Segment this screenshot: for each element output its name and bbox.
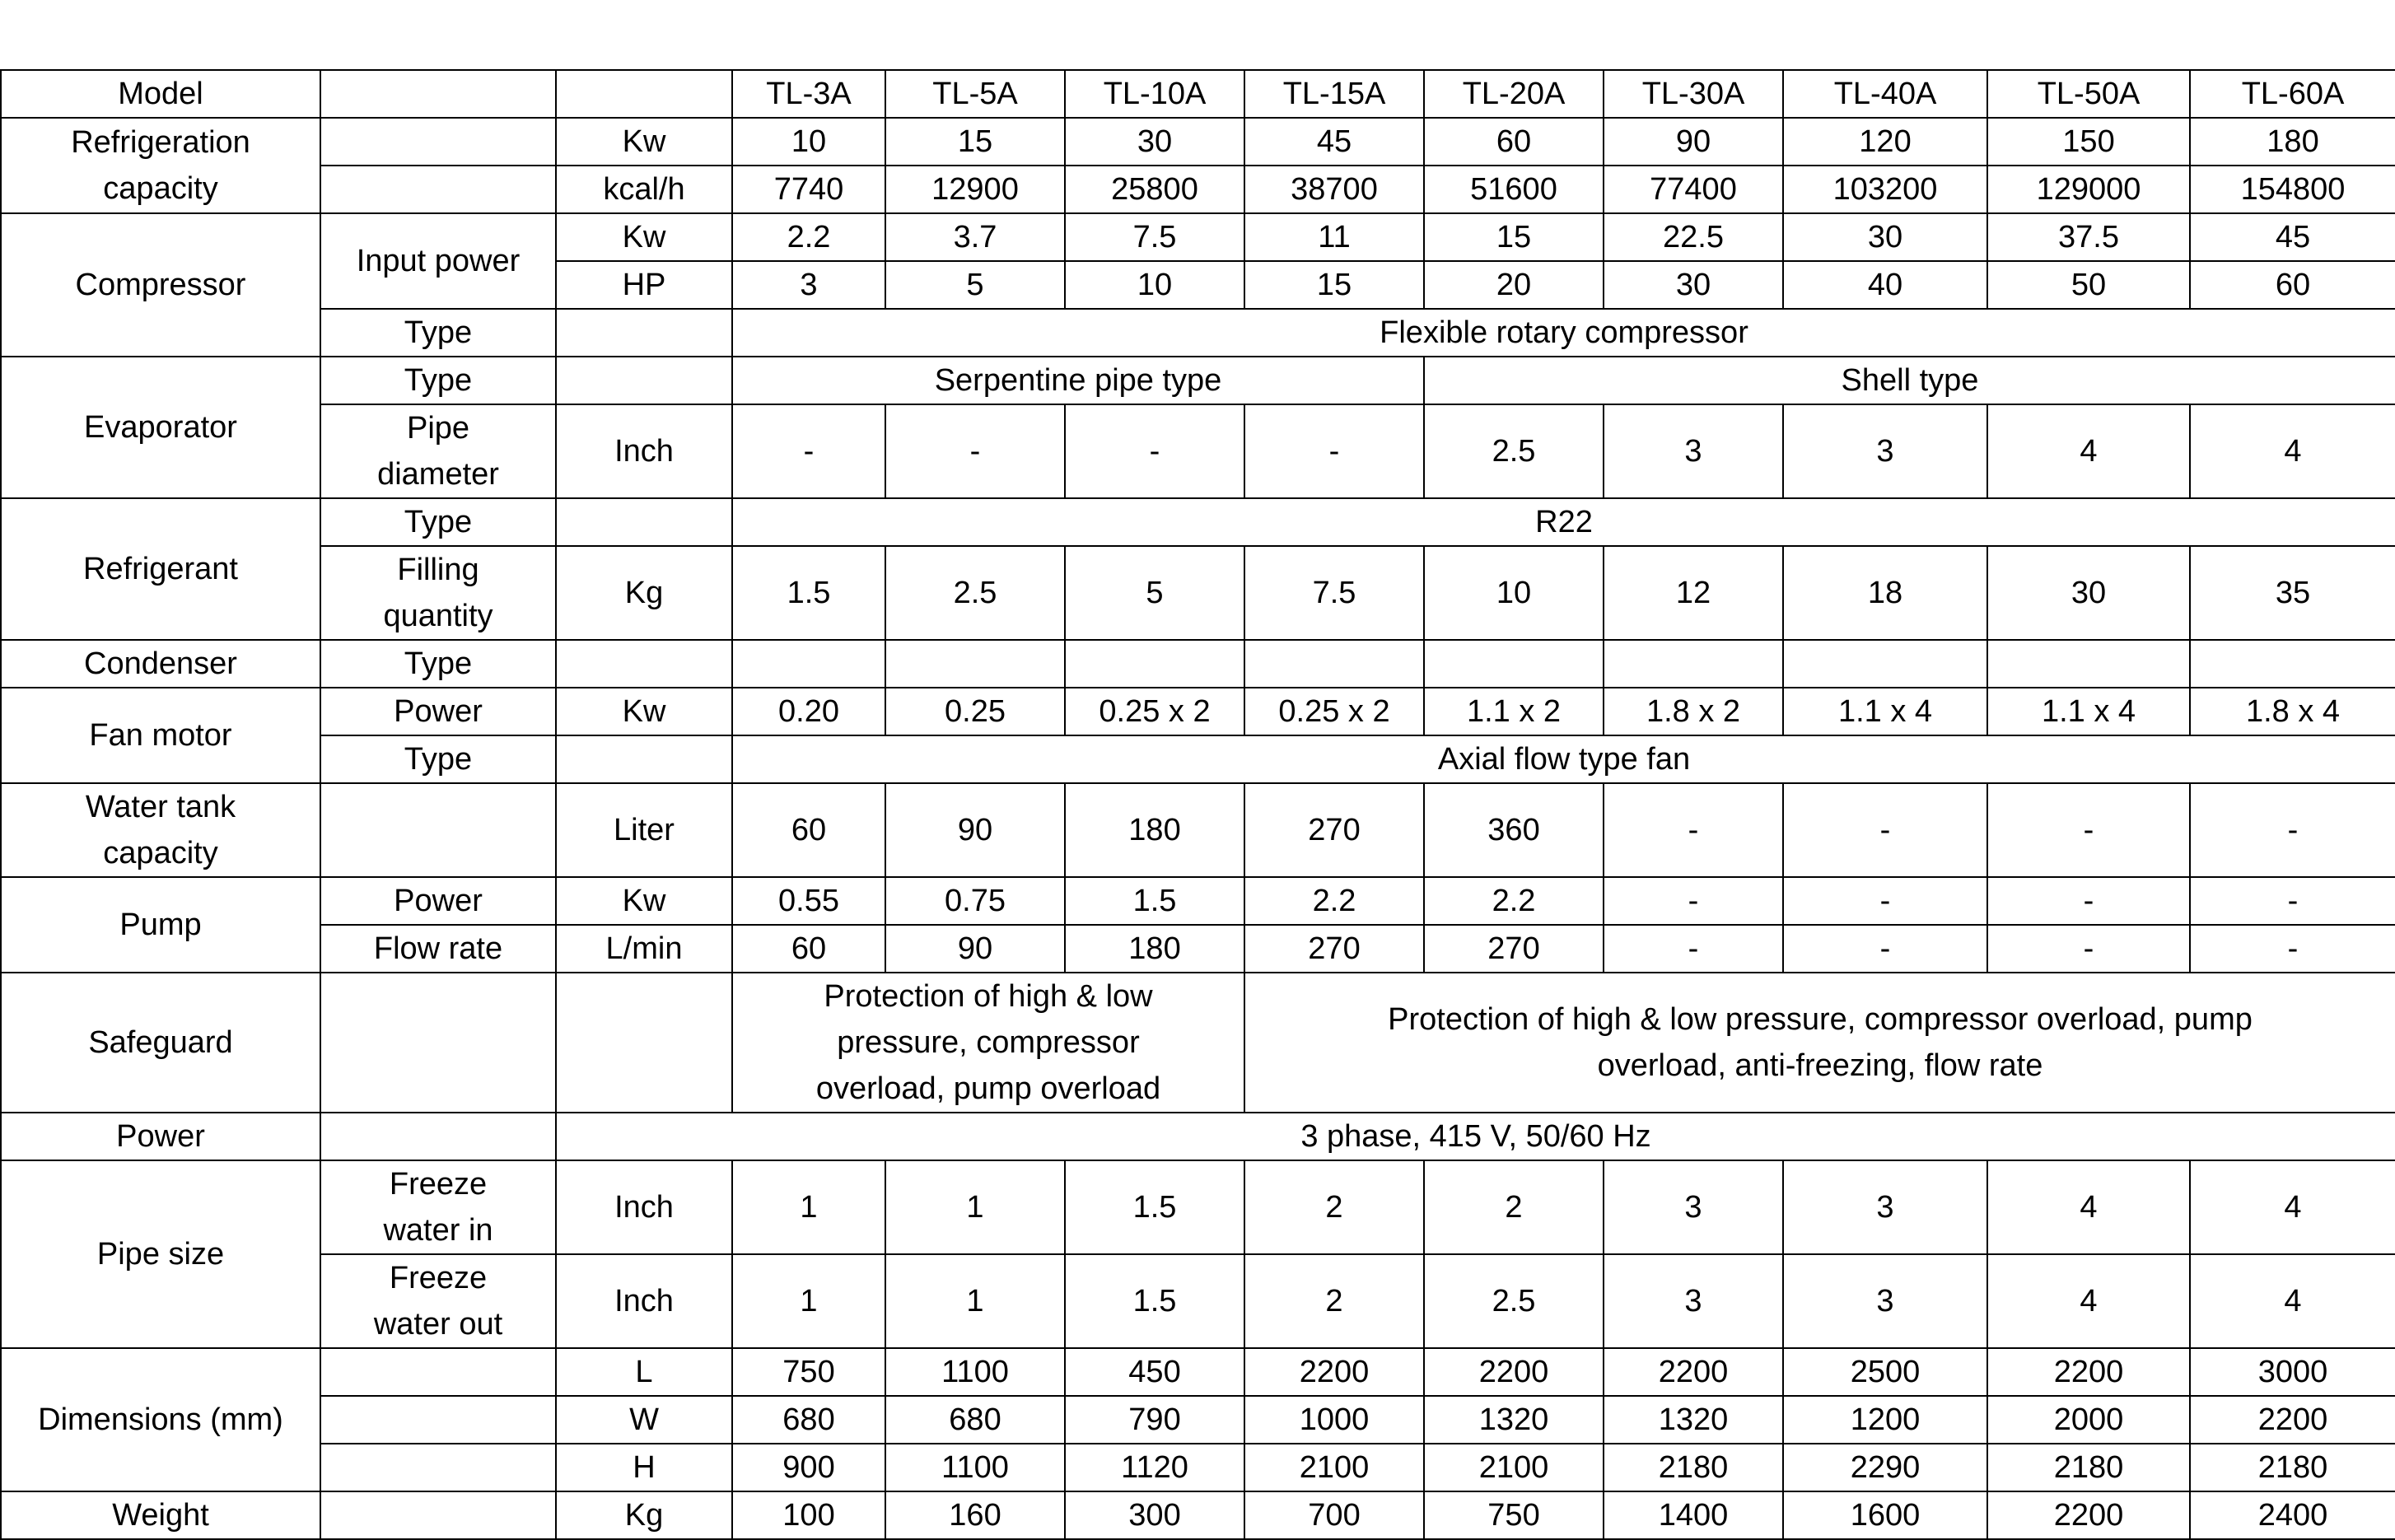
table-cell: Protection of high & low pressure, compressor overload, pump overload — [732, 973, 1244, 1113]
table-cell: 129000 — [1987, 166, 2190, 213]
table-cell — [556, 70, 732, 118]
table-cell: 2.5 — [1424, 404, 1604, 498]
table-cell: 1.8 x 2 — [1604, 688, 1783, 735]
table-cell: - — [1604, 783, 1783, 877]
table-cell: TL-5A — [885, 70, 1065, 118]
table-cell: 60 — [2190, 261, 2395, 309]
table-cell: Kw — [556, 118, 732, 166]
table-cell — [320, 1444, 556, 1491]
table-cell: Flow rate — [320, 925, 556, 973]
table-row — [1, 735, 2395, 783]
table-cell — [556, 309, 732, 357]
table-cell: 12900 — [885, 166, 1065, 213]
table-cell — [320, 166, 556, 213]
table-cell: Filling quantity — [320, 546, 556, 640]
table-row — [1, 1396, 2395, 1444]
table-cell: Freeze water in — [320, 1160, 556, 1254]
table-row — [1, 118, 2395, 166]
table-cell: 700 — [1244, 1491, 1424, 1539]
table-cell: 0.25 x 2 — [1244, 688, 1424, 735]
table-cell: - — [1783, 877, 1987, 925]
table-row — [1, 404, 2395, 498]
table-cell: 38700 — [1244, 166, 1424, 213]
table-cell: 37.5 — [1987, 213, 2190, 261]
table-cell: 2180 — [1604, 1444, 1783, 1491]
table-cell: 25800 — [1065, 166, 1244, 213]
table-cell: Type — [320, 309, 556, 357]
table-row — [1, 1491, 2395, 1539]
table-cell: 5 — [1065, 546, 1244, 640]
table-row — [1, 640, 2395, 688]
table-cell: W — [556, 1396, 732, 1444]
table-cell: TL-3A — [732, 70, 885, 118]
table-row — [1, 213, 2395, 261]
table-cell: 3 — [1783, 404, 1987, 498]
table-cell: Shell type — [1424, 357, 2395, 404]
table-cell: Kw — [556, 688, 732, 735]
table-cell: Kw — [556, 877, 732, 925]
table-cell: 4 — [2190, 1160, 2395, 1254]
table-cell: 750 — [1424, 1491, 1604, 1539]
table-cell: 0.25 x 2 — [1065, 688, 1244, 735]
table-cell: - — [885, 404, 1065, 498]
table-cell: 2100 — [1424, 1444, 1604, 1491]
table-cell: 1100 — [885, 1444, 1065, 1491]
table-cell: 2 — [1244, 1254, 1424, 1348]
table-cell: 2.2 — [732, 213, 885, 261]
table-cell: Water tank capacity — [1, 783, 320, 877]
table-cell: L/min — [556, 925, 732, 973]
table-cell: 20 — [1424, 261, 1604, 309]
table-row — [1, 166, 2395, 213]
table-cell: Serpentine pipe type — [732, 357, 1424, 404]
table-cell: - — [1065, 404, 1244, 498]
table-cell — [1424, 640, 1604, 688]
table-row — [1, 546, 2395, 640]
table-cell — [885, 640, 1065, 688]
table-cell: 10 — [1424, 546, 1604, 640]
table-cell: 3 — [1604, 404, 1783, 498]
table-cell: 0.75 — [885, 877, 1065, 925]
table-cell: 50 — [1987, 261, 2190, 309]
table-cell: 2.2 — [1244, 877, 1424, 925]
table-cell: TL-30A — [1604, 70, 1783, 118]
table-cell: 60 — [1424, 118, 1604, 166]
table-cell: 4 — [1987, 1254, 2190, 1348]
table-cell: Compressor — [1, 213, 320, 357]
table-cell: Freeze water out — [320, 1254, 556, 1348]
table-cell: TL-40A — [1783, 70, 1987, 118]
table-cell: 360 — [1424, 783, 1604, 877]
table-cell: 10 — [1065, 261, 1244, 309]
table-cell: Kg — [556, 1491, 732, 1539]
table-cell: TL-20A — [1424, 70, 1604, 118]
table-cell: 15 — [1244, 261, 1424, 309]
table-cell: 30 — [1783, 213, 1987, 261]
table-cell: - — [1987, 783, 2190, 877]
table-cell: 4 — [1987, 1160, 2190, 1254]
table-cell: Type — [320, 498, 556, 546]
table-cell: 790 — [1065, 1396, 1244, 1444]
table-cell: kcal/h — [556, 166, 732, 213]
table-cell: 2290 — [1783, 1444, 1987, 1491]
table-cell: Axial flow type fan — [732, 735, 2395, 783]
table-cell — [320, 118, 556, 166]
table-cell: 1400 — [1604, 1491, 1783, 1539]
table-cell: 3 — [1604, 1254, 1783, 1348]
table-cell: 2000 — [1987, 1396, 2190, 1444]
table-cell: 180 — [2190, 118, 2395, 166]
table-cell: 7.5 — [1244, 546, 1424, 640]
table-cell: Inch — [556, 404, 732, 498]
table-cell: 1100 — [885, 1348, 1065, 1396]
table-cell: H — [556, 1444, 732, 1491]
table-cell: Input power — [320, 213, 556, 309]
table-cell: 5 — [885, 261, 1065, 309]
table-cell: - — [1604, 877, 1783, 925]
table-cell: HP — [556, 261, 732, 309]
table-cell: 51600 — [1424, 166, 1604, 213]
table-cell: 1320 — [1424, 1396, 1604, 1444]
table-row — [1, 1444, 2395, 1491]
table-cell: 2.5 — [885, 546, 1065, 640]
table-row — [1, 1160, 2395, 1254]
table-row — [1, 783, 2395, 877]
table-cell: Liter — [556, 783, 732, 877]
table-cell: 30 — [1987, 546, 2190, 640]
table-cell: 15 — [1424, 213, 1604, 261]
table-cell: 2.5 — [1424, 1254, 1604, 1348]
table-cell: TL-10A — [1065, 70, 1244, 118]
table-cell: 30 — [1065, 118, 1244, 166]
table-cell: 2500 — [1783, 1348, 1987, 1396]
table-cell: - — [732, 404, 885, 498]
table-cell: 2200 — [1987, 1491, 2190, 1539]
table-cell: 2200 — [1987, 1348, 2190, 1396]
table-cell: 2.2 — [1424, 877, 1604, 925]
table-cell: - — [1604, 925, 1783, 973]
table-row — [1, 1348, 2395, 1396]
table-cell: L — [556, 1348, 732, 1396]
table-cell: 2100 — [1244, 1444, 1424, 1491]
table-cell: 2180 — [2190, 1444, 2395, 1491]
table-cell: 270 — [1424, 925, 1604, 973]
table-cell: 270 — [1244, 783, 1424, 877]
table-cell: Type — [320, 640, 556, 688]
table-cell: 12 — [1604, 546, 1783, 640]
table-cell: 1.5 — [732, 546, 885, 640]
table-cell: 450 — [1065, 1348, 1244, 1396]
table-cell: 40 — [1783, 261, 1987, 309]
table-cell: Refrigeration capacity — [1, 118, 320, 213]
table-cell: 0.25 — [885, 688, 1065, 735]
table-cell: 4 — [2190, 404, 2395, 498]
table-cell — [556, 640, 732, 688]
table-cell — [320, 783, 556, 877]
table-cell: 3 — [1783, 1254, 1987, 1348]
table-cell: - — [1783, 925, 1987, 973]
table-cell: 7740 — [732, 166, 885, 213]
table-cell: Dimensions (mm) — [1, 1348, 320, 1491]
table-cell: TL-50A — [1987, 70, 2190, 118]
table-cell: 3 — [1783, 1160, 1987, 1254]
table-cell: 4 — [2190, 1254, 2395, 1348]
table-row — [1, 309, 2395, 357]
table-cell: 2180 — [1987, 1444, 2190, 1491]
table-cell — [320, 1396, 556, 1444]
table-cell: 900 — [732, 1444, 885, 1491]
table-cell: 2200 — [1604, 1348, 1783, 1396]
spec-table-body — [1, 70, 2395, 1539]
table-cell: 77400 — [1604, 166, 1783, 213]
table-cell: R22 — [732, 498, 2395, 546]
table-cell: 750 — [732, 1348, 885, 1396]
table-cell: 1.5 — [1065, 877, 1244, 925]
table-cell: 2 — [1424, 1160, 1604, 1254]
table-cell: 11 — [1244, 213, 1424, 261]
table-cell: 35 — [2190, 546, 2395, 640]
table-cell: 300 — [1065, 1491, 1244, 1539]
table-cell: Pipe size — [1, 1160, 320, 1348]
table-row — [1, 498, 2395, 546]
table-cell: - — [2190, 925, 2395, 973]
table-cell: TL-15A — [1244, 70, 1424, 118]
table-cell: - — [1783, 783, 1987, 877]
table-cell: - — [2190, 877, 2395, 925]
table-cell: Weight — [1, 1491, 320, 1539]
table-cell: 10 — [732, 118, 885, 166]
table-cell — [556, 357, 732, 404]
table-cell: 1320 — [1604, 1396, 1783, 1444]
table-cell — [320, 973, 556, 1113]
table-cell: 0.20 — [732, 688, 885, 735]
table-row — [1, 1113, 2395, 1160]
table-cell: Power — [320, 688, 556, 735]
table-cell: 22.5 — [1604, 213, 1783, 261]
table-cell — [320, 1491, 556, 1539]
table-cell: Pump — [1, 877, 320, 973]
table-cell: Safeguard — [1, 973, 320, 1113]
table-cell: 1120 — [1065, 1444, 1244, 1491]
table-cell: Type — [320, 735, 556, 783]
table-cell: 90 — [885, 783, 1065, 877]
table-cell: 100 — [732, 1491, 885, 1539]
table-cell: 680 — [885, 1396, 1065, 1444]
table-cell — [2190, 640, 2395, 688]
table-cell: Inch — [556, 1254, 732, 1348]
table-cell: Fan motor — [1, 688, 320, 783]
table-cell — [320, 1348, 556, 1396]
table-cell: Power — [320, 877, 556, 925]
table-row — [1, 973, 2395, 1113]
table-cell: 2200 — [1424, 1348, 1604, 1396]
table-cell: 3 — [732, 261, 885, 309]
table-cell: 1 — [732, 1254, 885, 1348]
spec-table — [0, 69, 2395, 1540]
table-cell: 1.1 x 4 — [1987, 688, 2190, 735]
table-cell: 180 — [1065, 783, 1244, 877]
table-cell: 1.1 x 4 — [1783, 688, 1987, 735]
table-cell: 1.1 x 2 — [1424, 688, 1604, 735]
table-cell: 2 — [1244, 1160, 1424, 1254]
table-cell: 103200 — [1783, 166, 1987, 213]
table-cell — [556, 735, 732, 783]
table-cell: 0.55 — [732, 877, 885, 925]
table-cell — [320, 70, 556, 118]
table-cell: 3.7 — [885, 213, 1065, 261]
table-cell: Kw — [556, 213, 732, 261]
table-row — [1, 1254, 2395, 1348]
table-cell: Pipe diameter — [320, 404, 556, 498]
table-cell: Refrigerant — [1, 498, 320, 640]
table-cell: 1200 — [1783, 1396, 1987, 1444]
table-cell: Condenser — [1, 640, 320, 688]
table-cell: - — [1987, 877, 2190, 925]
table-cell — [1065, 640, 1244, 688]
table-cell: Model — [1, 70, 320, 118]
table-cell: 4 — [1987, 404, 2190, 498]
table-cell: 1.8 x 4 — [2190, 688, 2395, 735]
table-cell: 2400 — [2190, 1491, 2395, 1539]
table-cell: 270 — [1244, 925, 1424, 973]
table-cell — [556, 498, 732, 546]
table-row — [1, 925, 2395, 973]
table-cell: 2200 — [2190, 1396, 2395, 1444]
table-cell: 120 — [1783, 118, 1987, 166]
table-cell: 7.5 — [1065, 213, 1244, 261]
table-cell: Evaporator — [1, 357, 320, 498]
table-cell — [1604, 640, 1783, 688]
table-cell: Type — [320, 357, 556, 404]
table-cell: 3 phase, 415 V, 50/60 Hz — [556, 1113, 2395, 1160]
table-cell — [1783, 640, 1987, 688]
table-row — [1, 688, 2395, 735]
table-cell: Kg — [556, 546, 732, 640]
table-cell: 1.5 — [1065, 1160, 1244, 1254]
table-cell: 15 — [885, 118, 1065, 166]
table-cell: 680 — [732, 1396, 885, 1444]
table-cell: 45 — [1244, 118, 1424, 166]
table-cell: 1 — [885, 1160, 1065, 1254]
table-cell: 160 — [885, 1491, 1065, 1539]
table-cell — [1244, 640, 1424, 688]
table-cell: - — [1987, 925, 2190, 973]
table-cell: TL-60A — [2190, 70, 2395, 118]
table-cell: 1600 — [1783, 1491, 1987, 1539]
table-cell: Flexible rotary compressor — [732, 309, 2395, 357]
table-cell: 18 — [1783, 546, 1987, 640]
table-row — [1, 70, 2395, 118]
table-cell: 90 — [1604, 118, 1783, 166]
table-cell: Protection of high & low pressure, compressor overload, pump overload, anti-freezing, flow rate — [1244, 973, 2395, 1113]
table-cell — [320, 1113, 556, 1160]
table-cell — [556, 973, 732, 1113]
table-cell — [1987, 640, 2190, 688]
table-cell: 30 — [1604, 261, 1783, 309]
table-cell: 1 — [885, 1254, 1065, 1348]
table-cell: 1000 — [1244, 1396, 1424, 1444]
table-cell: 1.5 — [1065, 1254, 1244, 1348]
table-cell: 3000 — [2190, 1348, 2395, 1396]
table-row — [1, 877, 2395, 925]
table-cell: 2200 — [1244, 1348, 1424, 1396]
table-cell: - — [2190, 783, 2395, 877]
table-cell: 60 — [732, 925, 885, 973]
table-cell: 45 — [2190, 213, 2395, 261]
table-cell: 154800 — [2190, 166, 2395, 213]
table-cell: Inch — [556, 1160, 732, 1254]
table-row — [1, 357, 2395, 404]
table-cell: Power — [1, 1113, 320, 1160]
table-cell: 150 — [1987, 118, 2190, 166]
table-cell: - — [1244, 404, 1424, 498]
table-cell: 1 — [732, 1160, 885, 1254]
table-cell: 180 — [1065, 925, 1244, 973]
table-cell: 3 — [1604, 1160, 1783, 1254]
table-cell — [732, 640, 885, 688]
table-cell: 60 — [732, 783, 885, 877]
table-cell: 90 — [885, 925, 1065, 973]
